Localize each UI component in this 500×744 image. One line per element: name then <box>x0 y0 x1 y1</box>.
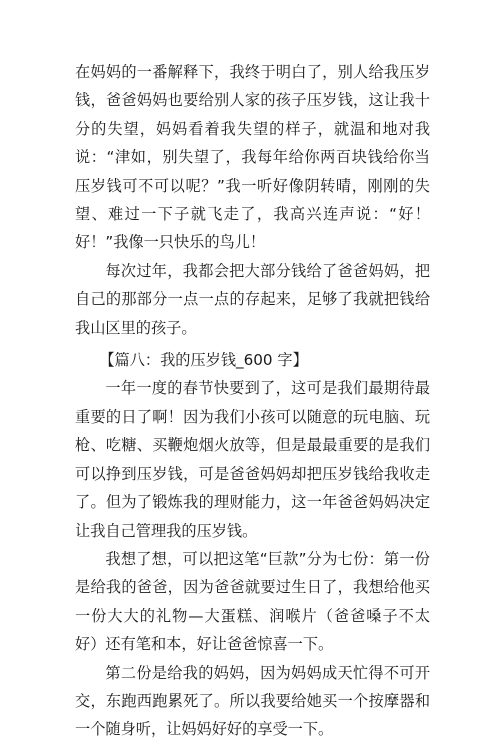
paragraph-spring-festival: 一年一度的春节快要到了，这可是我们最期待最重要的日了啊！因为我们小孩可以随意的玩电脑、玩枪、吃糖、买鞭炮烟火放等，但是最最重要的是我们可以挣到压岁钱，可是爸爸妈妈却把压岁钱给我收走了。但为了锻炼我的理财能力，这一年爸爸妈妈决定让我自己管理我的压岁钱。 <box>75 379 430 540</box>
paragraph-seven-parts: 我想了想，可以把这笔“巨款”分为七份：第一份是给我的爸爸，因为爸爸就要过生日了，我想给他买一份大大的礼物—大蛋糕、润喉片（爸爸嗓子不太好）还有笔和本，好让爸爸惊喜一下。 <box>75 549 430 654</box>
paragraph-mother-gift: 第二份是给我的妈妈，因为妈妈成天忙得不可开交，东跑西跑累死了。所以我要给她买一个按摩器和一个随身听，让妈妈好好的享受一下。 <box>75 663 430 739</box>
paragraph-explanation: 在妈妈的一番解释下，我终于明白了，别人给我压岁钱，爸爸妈妈也要给别人家的孩子压岁钱，这让我十分的失望，妈妈看着我失望的样子，就温和地对我说：“津如，别失望了，我每年给你两百块钱给你当压岁钱可不可以呢？”我一听好像阴转晴，刚刚的失望、难过一下子就飞走了，我高兴连声说：“好！好！”我像一只快乐的鸟儿！ <box>75 63 430 252</box>
section-heading: 【篇八：我的压岁钱_600 字】 <box>99 351 308 370</box>
paragraph-saving: 每次过年，我都会把大部分钱给了爸爸妈妈，把自己的那部分一点一点的存起来，足够了我就把钱给我山区里的孩子。 <box>75 261 430 337</box>
document-body <box>75 58 430 744</box>
